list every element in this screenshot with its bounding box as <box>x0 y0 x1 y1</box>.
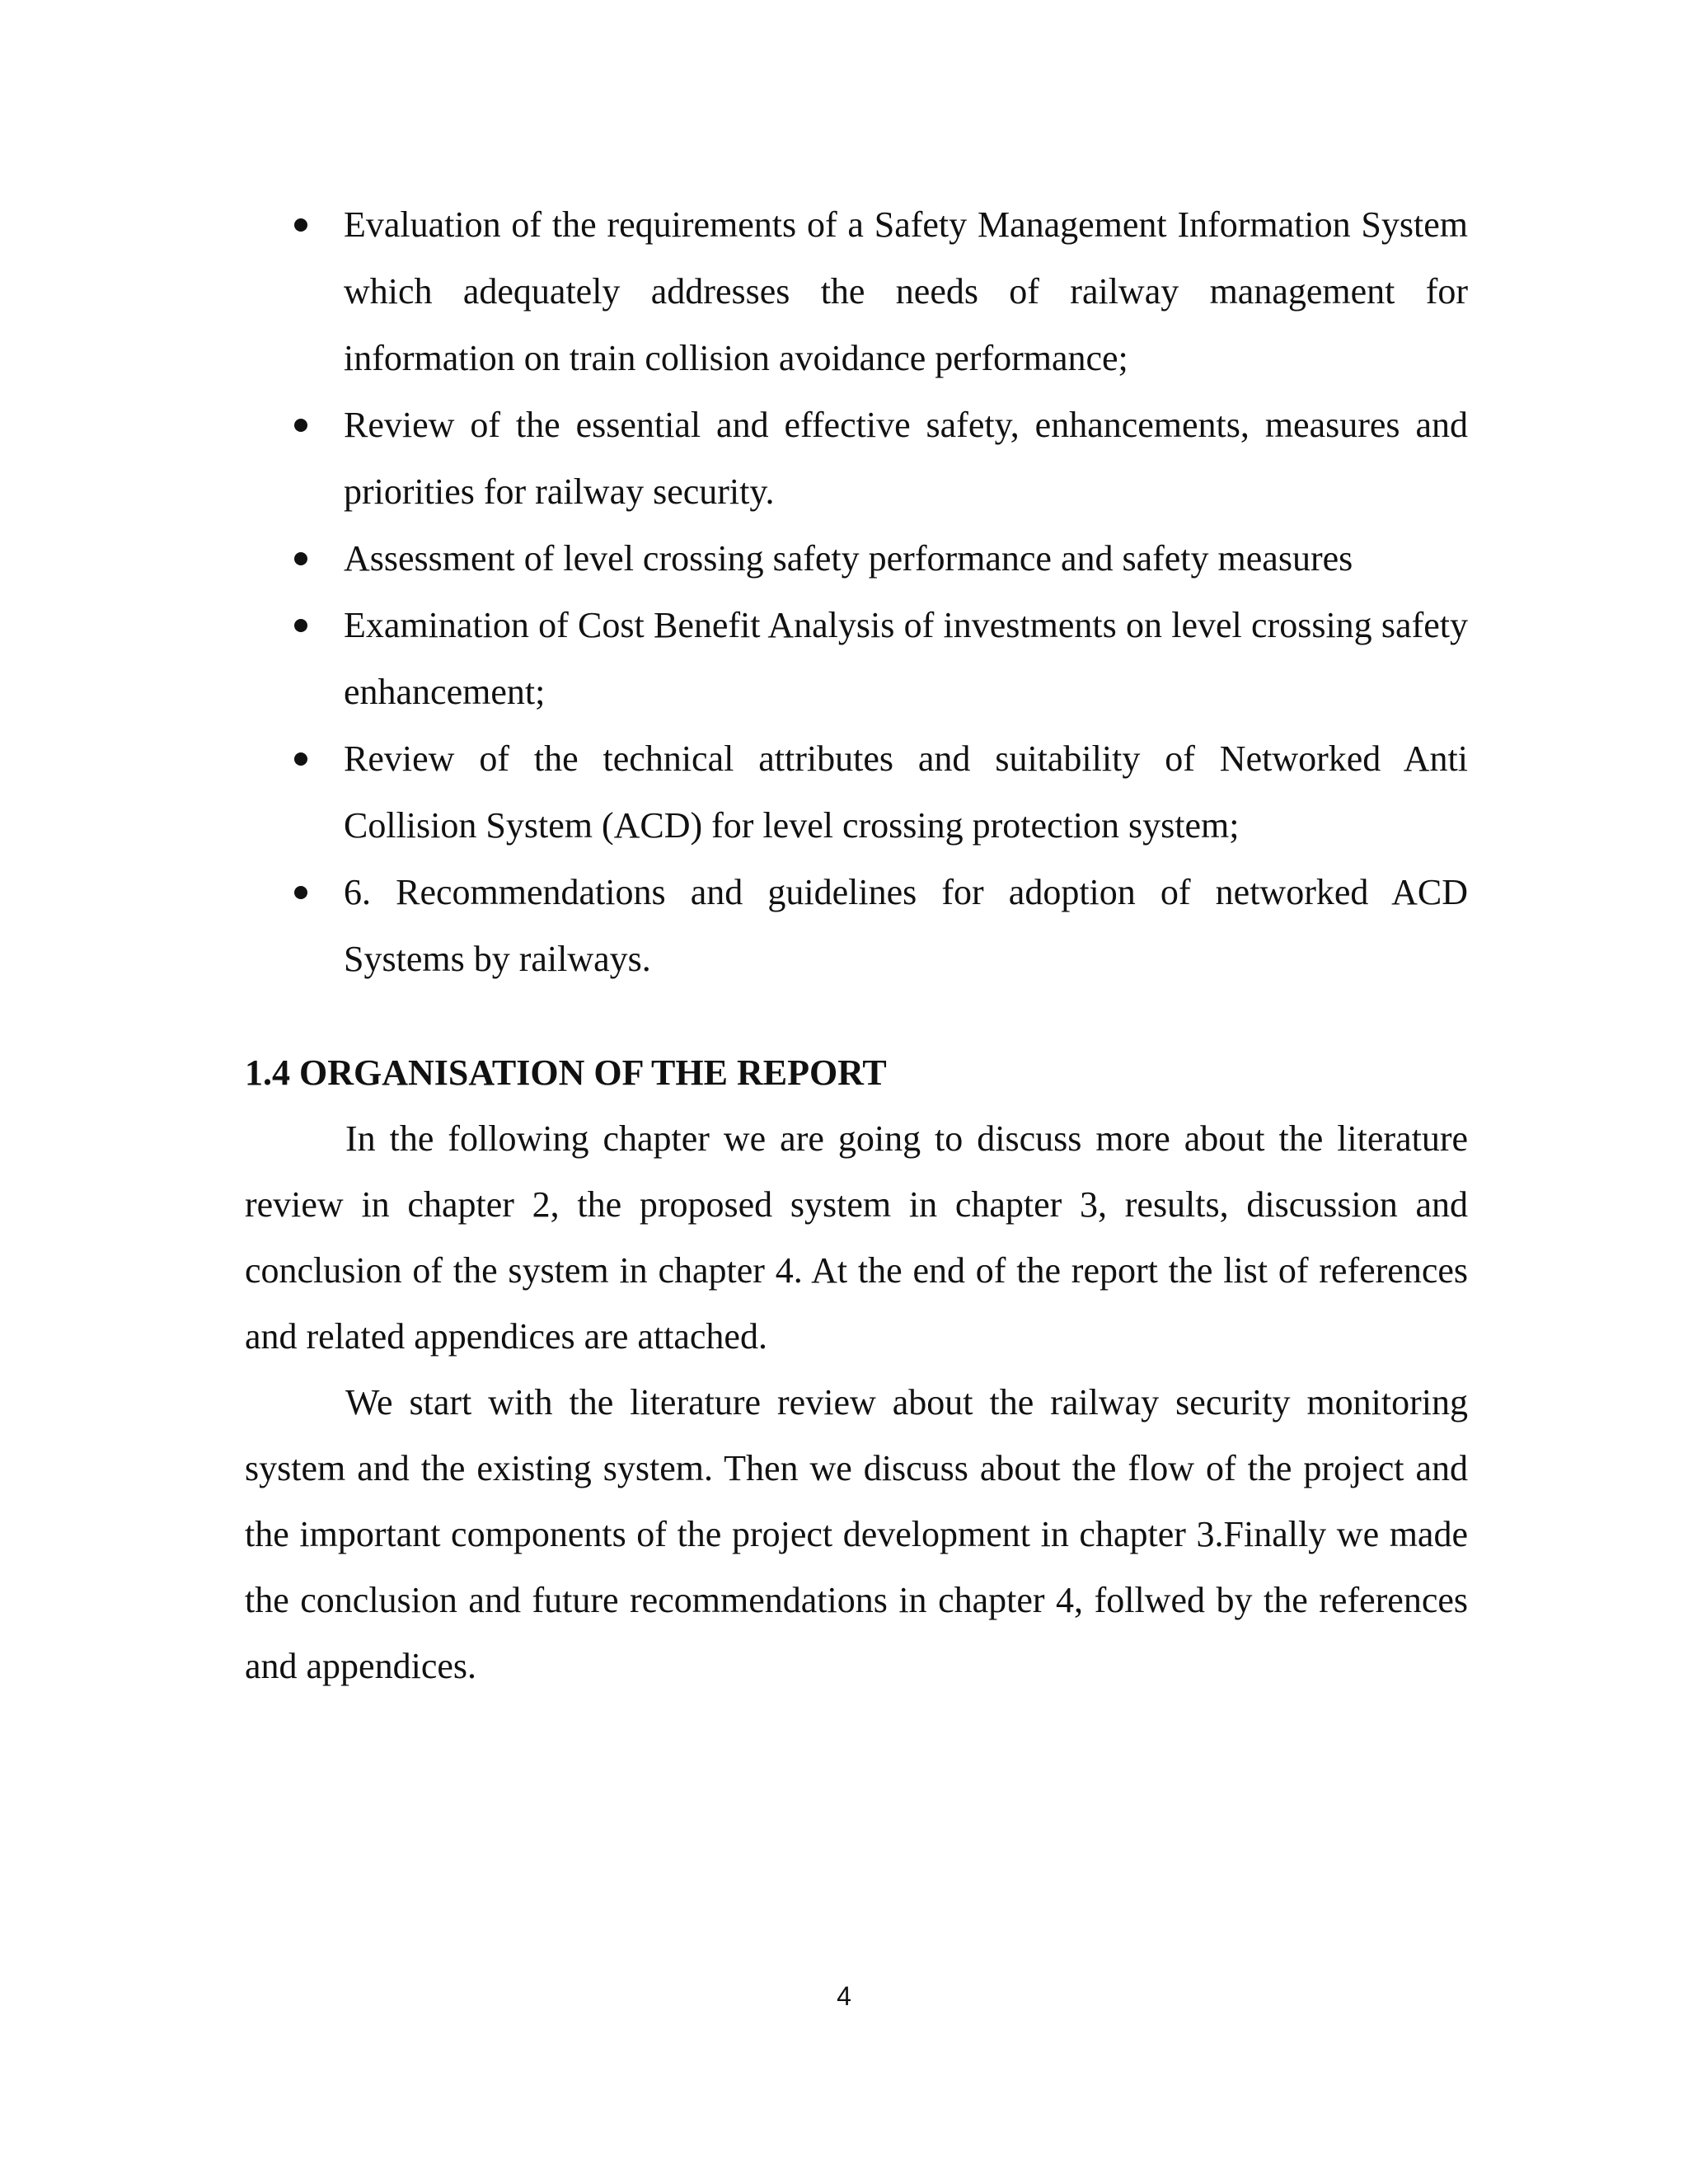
bullet-text: Review of the technical attributes and suitability of Networked Anti Collision System (ACD) for level crossing protection system; <box>344 738 1468 846</box>
bullet-item <box>245 191 1468 391</box>
bullet-text: Evaluation of the requirements of a Safety Management Information System which adequately addresses the needs of railway management for information on train collision avoidance performance; <box>344 204 1468 378</box>
paragraph: We start with the literature review about the railway security monitoring system and the existing system. Then we discuss about the flow of the project and the important components of the project development in chapter 3.Finally we made the conclusion and future recommendations in chapter 4, follwed by the references and appendices. <box>245 1382 1468 1686</box>
bullet-dot-icon <box>294 886 307 899</box>
bullet-dot-icon <box>294 619 307 632</box>
bullet-list <box>245 191 1468 992</box>
bullet-dot-icon <box>294 752 307 766</box>
bullet-text: Assessment of level crossing safety performance and safety measures <box>344 538 1353 579</box>
paragraph: In the following chapter we are going to discuss more about the literature review in chapter 2, the proposed system in chapter 3, results, discussion and conclusion of the system in chapter 4. At the end of the report the list of references and related appendices are attached. <box>245 1118 1468 1357</box>
bullet-item <box>245 725 1468 859</box>
bullet-item <box>245 525 1468 592</box>
bullet-item <box>245 592 1468 725</box>
bullet-dot-icon <box>294 419 307 432</box>
bullet-item <box>245 391 1468 525</box>
bullet-item <box>245 859 1468 992</box>
bullet-text: 6. Recommendations and guidelines for adoption of networked ACD Systems by railways. <box>344 872 1468 979</box>
page-number: 4 <box>837 1981 851 2011</box>
bullet-text: Examination of Cost Benefit Analysis of investments on level crossing safety enhancement; <box>344 605 1468 712</box>
section-heading: 1.4 ORGANISATION OF THE REPORT <box>245 1052 887 1093</box>
bullet-dot-icon <box>294 552 307 565</box>
bullet-dot-icon <box>294 218 307 232</box>
page-content <box>245 191 1468 1699</box>
bullet-text: Review of the essential and effective safety, enhancements, measures and priorities for railway security. <box>344 405 1468 512</box>
